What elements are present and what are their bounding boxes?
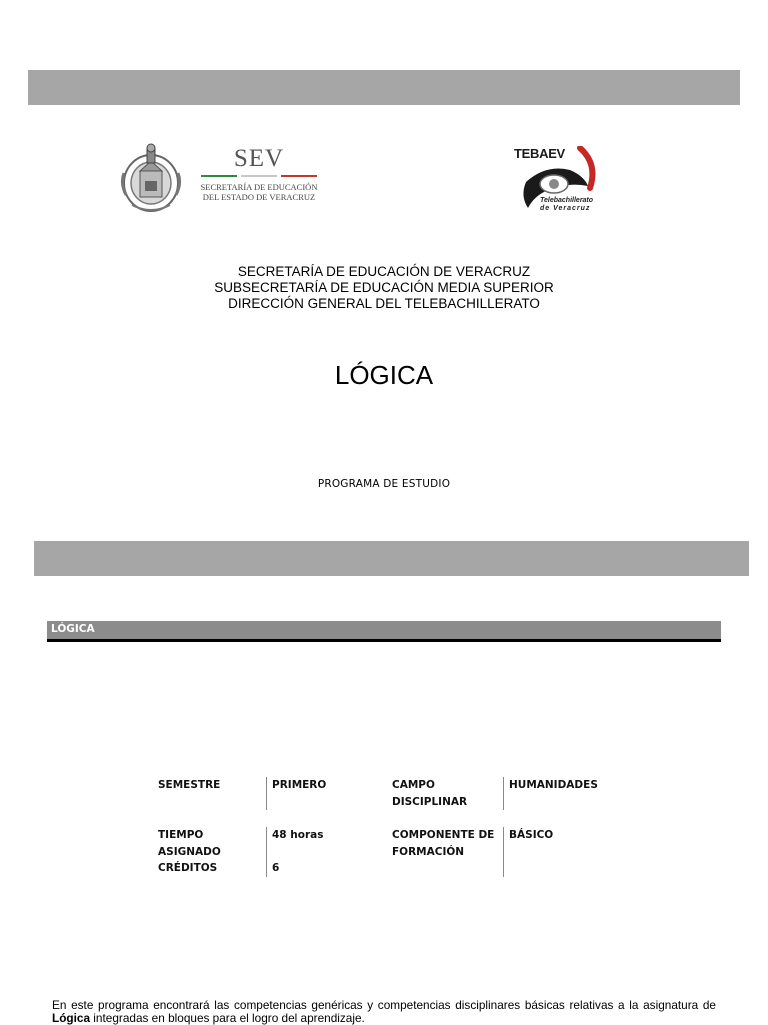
sev-logo-color-lines bbox=[201, 175, 317, 177]
section-title: LÓGICA bbox=[51, 623, 95, 635]
semestre-value: PRIMERO bbox=[272, 779, 327, 791]
componente-label bbox=[392, 827, 494, 860]
institution-line-1: SECRETARÍA DE EDUCACIÓN DE VERACRUZ bbox=[237, 264, 531, 279]
section-header-bar bbox=[47, 621, 721, 639]
campo-label-line-2: DISCIPLINAR bbox=[392, 795, 468, 808]
tiempo-label bbox=[158, 827, 221, 877]
tebaev-logo-title: TEBAEV bbox=[514, 146, 565, 161]
table-divider bbox=[266, 777, 267, 810]
campo-label bbox=[392, 777, 467, 810]
creditos-label: CRÉDITOS bbox=[158, 862, 218, 874]
tebaev-logo-subtitle bbox=[540, 197, 593, 212]
top-gray-band bbox=[28, 70, 740, 105]
table-divider bbox=[503, 777, 504, 810]
institution-line-3: DIRECCIÓN GENERAL DEL TELEBACHILLERATO bbox=[228, 296, 540, 311]
tiempo-value: 48 horas bbox=[272, 829, 324, 841]
componente-value: BÁSICO bbox=[509, 829, 554, 841]
sev-logo-subtitle-1: SECRETARÍA DE EDUCACIÓN bbox=[200, 182, 318, 192]
creditos-value: 6 bbox=[272, 862, 280, 874]
table-divider bbox=[266, 827, 267, 877]
tiempo-label-line-1: TIEMPO bbox=[158, 829, 204, 841]
sev-logo-text bbox=[194, 145, 324, 202]
campo-value: HUMANIDADES bbox=[509, 779, 598, 791]
table-divider bbox=[503, 827, 504, 877]
section-rule bbox=[47, 639, 721, 642]
tebaev-logo-subtitle-1: Telebachillerato bbox=[540, 197, 594, 204]
tebaev-logo bbox=[514, 146, 604, 216]
institution-line-2: SUBSECRETARÍA DE EDUCACIÓN MEDIA SUPERIOR bbox=[214, 280, 554, 295]
middle-gray-band bbox=[34, 541, 749, 576]
veracruz-crest-icon bbox=[118, 143, 184, 215]
sev-logo bbox=[118, 143, 324, 215]
tebaev-logo-subtitle-2: de Veracruz bbox=[540, 204, 591, 212]
campo-label-line-1: CAMPO bbox=[392, 779, 435, 791]
semestre-label: SEMESTRE bbox=[158, 779, 221, 791]
sev-logo-title: SEV bbox=[233, 145, 285, 172]
document-title: LÓGICA bbox=[334, 360, 434, 390]
institution-header bbox=[0, 264, 768, 312]
intro-bold-word: Lógica bbox=[52, 1011, 91, 1025]
intro-paragraph bbox=[52, 999, 716, 1025]
tiempo-label-line-2: ASIGNADO bbox=[158, 845, 221, 858]
componente-label-line-1: COMPONENTE DE bbox=[392, 829, 495, 841]
componente-label-line-2: FORMACIÓN bbox=[392, 845, 465, 858]
sev-logo-subtitle-2: DEL ESTADO DE VERACRUZ bbox=[202, 192, 316, 202]
intro-line-1: En este programa encontrará las competencias genéricas y competencias disciplinares básicas relativas a la asignatura de bbox=[52, 998, 716, 1012]
intro-line-2: integradas en bloques para el logro del aprendizaje. bbox=[90, 1011, 365, 1025]
program-label: PROGRAMA DE ESTUDIO bbox=[317, 478, 451, 490]
